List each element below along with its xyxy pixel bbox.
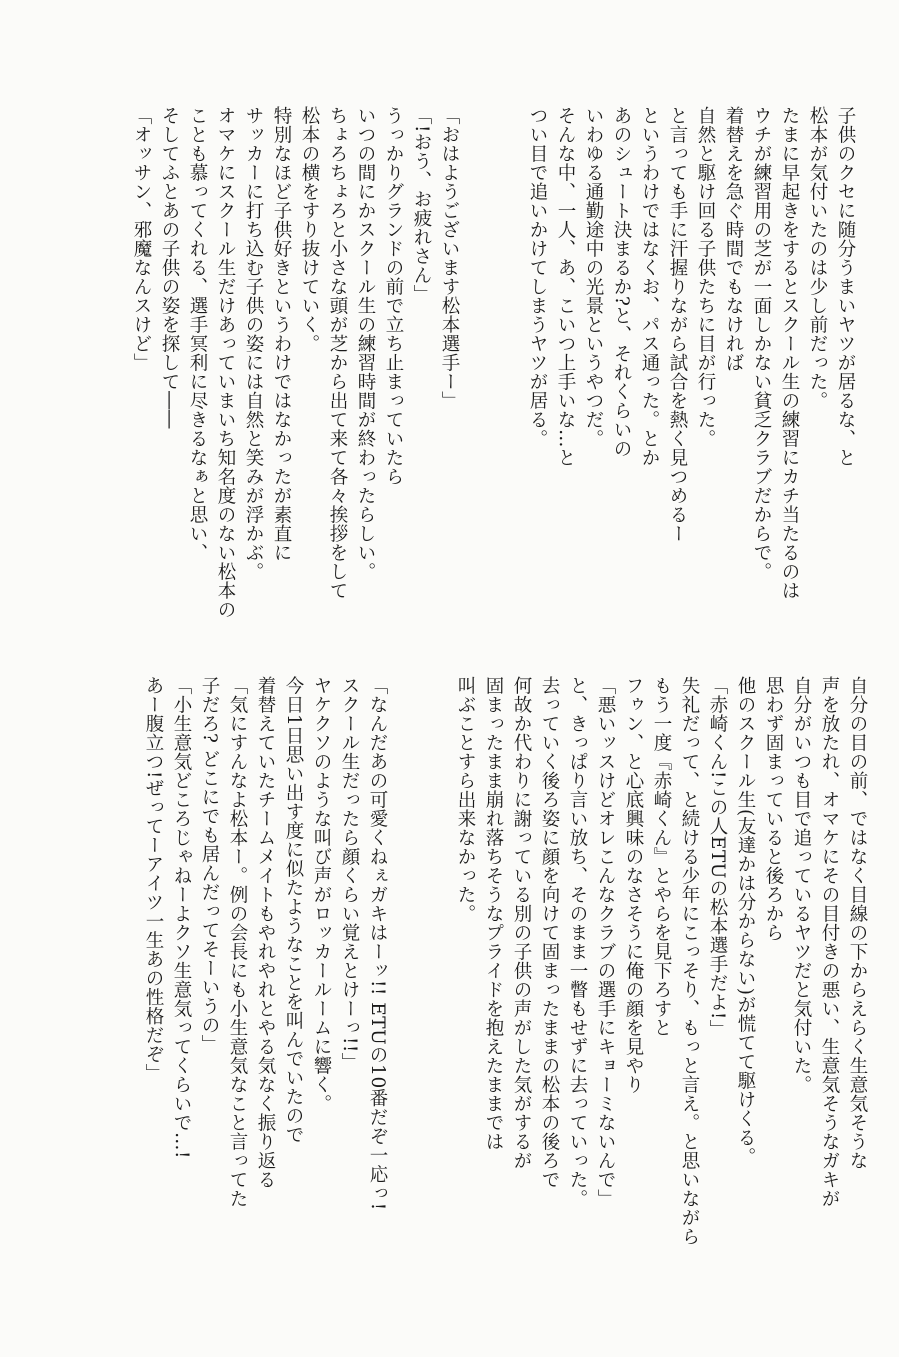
text-line: というわけではなくお、パス通った。とか bbox=[639, 106, 660, 467]
text-line: と言っても手に汗握りながら試合を熱く見つめるー bbox=[667, 106, 688, 543]
text-line: 「赤崎くん!この人ETUの松本選手だよ!」 bbox=[707, 676, 728, 1039]
text-line: 自分の目の前、ではなく目線の下からえらく生意気そうな bbox=[847, 676, 868, 1170]
text-line: フゥン、と心底興味のなさそうに俺の顔を見やり bbox=[623, 676, 644, 1094]
text-line: そんな中、一人、あ、こいつ上手いな…と bbox=[555, 106, 576, 467]
text-line: 「おはようございます松本選手ー」 bbox=[439, 106, 460, 410]
text-line: いつの間にかスクール生の練習時間が終わったらしい。 bbox=[355, 106, 376, 581]
text-line: あのシュート決まるか?と、それくらいの bbox=[611, 106, 632, 459]
text-line: 声を放たれ、オマケにその目付きの悪い、生意気そうなガキが bbox=[819, 676, 840, 1208]
text-line: スクール生だったら顔くらい覚えとけーっ!!」 bbox=[339, 676, 360, 1072]
text-line: 今日1日思い出す度に似たようなことを叫んでいたので bbox=[283, 676, 304, 1145]
text-line: 子だろ? どこにでも居んだってそーいうの」 bbox=[199, 676, 220, 1054]
text-line: ウチが練習用の芝が一面しかない貧乏クラブだからで。 bbox=[751, 106, 772, 581]
text-line: うっかりグランドの前で立ち止まっていたら bbox=[383, 106, 404, 486]
text-line: そしてふとあの子供の姿を探して―― bbox=[159, 106, 180, 429]
paragraph-gap bbox=[463, 106, 523, 646]
text-line: 松本の横をすり抜けていく。 bbox=[299, 106, 320, 353]
text-line: 固まったまま崩れ落ちそうなプライドを抱えたままでは bbox=[483, 676, 504, 1151]
text-line: 叫ぶことすら出来なかった。 bbox=[455, 676, 476, 923]
text-line: たまに早起きをするとスクール生の練習にカチ当たるのは bbox=[779, 106, 800, 600]
text-line: ちょろちょろと小さな頭が芝から出て来て各々挨拶をして bbox=[327, 106, 348, 600]
text-line: 「悪いッスけどオレこんなクラブの選手にキョーミないんで」 bbox=[595, 676, 616, 1208]
text-line: サッカーに打ち込む子供の姿には自然と笑みが浮かぶ。 bbox=[243, 106, 264, 581]
text-line: オマケにスクール生だけあっていまいち知名度のない松本の bbox=[215, 106, 236, 619]
text-line: 「オッサン、邪魔なんスけど」 bbox=[131, 106, 152, 372]
text-line: 失礼だって、と続ける少年にこっそり、もっと言え。と思いながら bbox=[679, 676, 700, 1246]
text-line: 「なんだあの可愛くねぇガキはーッ!! ETUの10番だぞ一応っ! bbox=[367, 676, 388, 1211]
text-line: 自然と駆け回る子供たちに目が行った。 bbox=[695, 106, 716, 448]
top-text-block bbox=[99, 106, 859, 646]
text-line: 「!おう、お疲れさん」 bbox=[411, 106, 432, 304]
text-line: 子供のクセに随分うまいヤツが居るな、と bbox=[835, 106, 856, 467]
text-line: 何故か代わりに謝っている別の子供の声がした気がするが bbox=[511, 676, 532, 1170]
text-line: 松本が気付いたのは少し前だった。 bbox=[807, 106, 828, 410]
text-line: 「小生意気どころじゃねーよクソ生意気ってくらいで…! bbox=[171, 676, 192, 1159]
text-line: ヤケクソのような叫び声がロッカールームに響く。 bbox=[311, 676, 332, 1113]
text-line: 「気にすんなよ松本ー。例の会長にも小生意気なこと言ってた bbox=[227, 676, 248, 1208]
text-line: 着替えを急ぐ時間でもなければ bbox=[723, 106, 744, 372]
text-line: いわゆる通勤途中の光景というやつだ。 bbox=[583, 106, 604, 448]
text-line: ことも慕ってくれる、選手冥利に尽きるなぁと思い、 bbox=[187, 106, 208, 562]
text-line: 自分がいつも目で追っているヤツだと気付いた。 bbox=[791, 676, 812, 1094]
text-line: 思わず固まっていると後ろから bbox=[763, 676, 784, 942]
text-line: 去っていく後ろ姿に顔を向けて固まったままの松本の後ろで bbox=[539, 676, 560, 1189]
text-line: つい目で追いかけてしまうヤツが居る。 bbox=[527, 106, 548, 448]
text-line: もう一度『赤崎くん』とやらを見下ろすと bbox=[651, 676, 672, 1037]
paragraph-gap bbox=[391, 676, 451, 1276]
text-line: 着替えていたチームメイトもやれやれとやる気なく振り返る bbox=[255, 676, 276, 1189]
text-line: と、きっぱり言い放ち、そのまま一瞥もせずに去っていった。 bbox=[567, 676, 588, 1208]
text-line: 特別なほど子供好きというわけではなかったが素直に bbox=[271, 106, 292, 562]
text-line: あー腹立つ!ぜってーアイツ一生あの性格だぞ」 bbox=[143, 676, 164, 1083]
text-line: 他のスクール生(友達かは分からない)が慌てて駆けくる。 bbox=[735, 676, 756, 1167]
bottom-text-block bbox=[71, 676, 871, 1276]
